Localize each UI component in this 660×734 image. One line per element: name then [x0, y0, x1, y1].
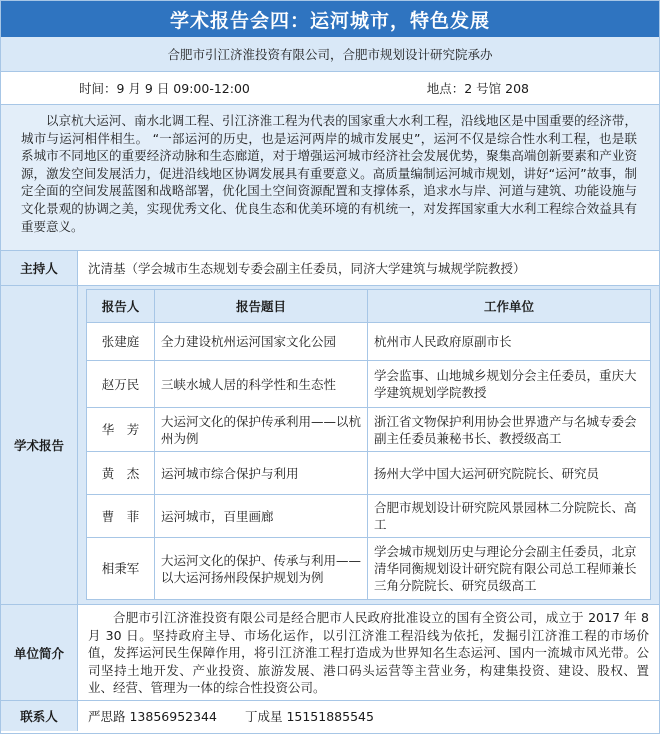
host-value: 沈清基（学会城市生态规划专委会副主任委员，同济大学建筑与城规学院教授） [88, 261, 526, 276]
speaker-unit: 浙江省文物保护利用协会世界遗产与名城专委会副主任委员兼秘书长、教授级高工 [368, 408, 651, 452]
col-header-topic: 报告题目 [155, 290, 368, 323]
reports-label: 学术报告 [1, 286, 78, 604]
table-row [87, 361, 651, 408]
table-row [87, 408, 651, 452]
time-location-bar [1, 72, 659, 105]
host-label: 主持人 [1, 251, 78, 285]
speaker-name: 赵万民 [87, 361, 155, 408]
col-header-unit: 工作单位 [368, 290, 651, 323]
speaker-name: 相秉军 [87, 538, 155, 600]
report-topic: 大运河文化的保护、传承与利用——以大运河扬州段保护规划为例 [155, 538, 368, 600]
intro-section [1, 105, 659, 251]
contact-row [1, 701, 659, 731]
page-title: 学术报告会四：运河城市，特色发展 [1, 1, 659, 37]
unit-intro-label: 单位简介 [1, 605, 78, 700]
location-text: 地点：2 号馆 208 [426, 81, 529, 96]
table-row [87, 323, 651, 361]
host-row [1, 251, 659, 286]
report-topic: 大运河文化的保护传承利用——以杭州为例 [155, 408, 368, 452]
contact-person-2: 丁成星 15151885545 [244, 709, 374, 724]
speaker-name: 曹 菲 [87, 495, 155, 538]
unit-intro-text: 合肥市引江济淮投资有限公司是经合肥市人民政府批准设立的国有全资公司，成立于 2017 年 8 月 30 日。坚持政府主导、市场化运作，以引江济淮工程沿线为依托，发掘引江济淮工程的市场价值，发挥运河民生保障作用，将引江济淮工程打造成为世界知名生态运河、国内一流城市风光带。公司坚持土地开发、产业投资、旅游发展、港口码头运营等主营业务，构建集投资、建设、股权、置业、经营、管理为一体的综合性投资公司。 [88, 610, 649, 696]
report-topic: 运河城市，百里画廊 [155, 495, 368, 538]
speaker-unit: 学会城市规划历史与理论分会副主任委员，北京清华同衡规划设计研究院有限公司总工程师兼长三角分院院长、研究员级高工 [368, 538, 651, 600]
report-topic: 运河城市综合保护与利用 [155, 452, 368, 495]
speaker-name: 张建庭 [87, 323, 155, 361]
unit-intro-section [78, 605, 659, 700]
time-text: 时间：9 月 9 日 09:00-12:00 [79, 81, 250, 96]
reports-table [86, 289, 651, 600]
report-topic: 全力建设杭州运河国家文化公园 [155, 323, 368, 361]
speaker-unit: 杭州市人民政府原副市长 [368, 323, 651, 361]
speaker-unit: 合肥市规划设计研究院风景园林二分院院长、高工 [368, 495, 651, 538]
table-row [87, 538, 651, 600]
organizer-line: 合肥市引江济淮投资有限公司，合肥市规划设计研究院承办 [1, 37, 659, 72]
reports-row [1, 286, 659, 605]
reports-table-wrap [78, 286, 659, 604]
speaker-unit: 学会监事、山地城乡规划分会主任委员，重庆大学建筑规划学院教授 [368, 361, 651, 408]
report-topic: 三峡水城人居的科学性和生态性 [155, 361, 368, 408]
table-row [87, 495, 651, 538]
intro-text: 以京杭大运河、南水北调工程、引江济淮工程为代表的国家重大水利工程，沿线地区是中国重要的经济带，城市与运河相伴相生。 “一部运河的历史，也是运河两岸的城市发展史”，运河不仅是综合性水利工程，也是联系城市不同地区的重要经济动脉和生态廊道，对于增强运河城市经济社会发展优势，聚集高端创新要素和产业资源，激发空间发展活力，促进沿线地区协调发展具有重要意义。高质量编制运河城市规划，讲好“运河”故事，制定全面的空间发展蓝图和战略部署，优化国土空间资源配置和支撑体系，追求水与岸、河道与建筑、功能设施与文化景观的协调之美，实现优秀文化、优良生态和优美环境的有机统一，对发挥国家重大水利工程综合效益具有重要意义。 [21, 113, 637, 234]
speaker-unit: 扬州大学中国大运河研究院院长、研究员 [368, 452, 651, 495]
table-row [87, 452, 651, 495]
contact-label: 联系人 [1, 701, 78, 731]
contact-person-1: 严思路 13856952344 [88, 709, 217, 724]
table-header-row [87, 290, 651, 323]
unit-intro-row [1, 605, 659, 701]
col-header-speaker: 报告人 [87, 290, 155, 323]
contact-values [78, 701, 374, 731]
speaker-name: 黄 杰 [87, 452, 155, 495]
speaker-name: 华 芳 [87, 408, 155, 452]
